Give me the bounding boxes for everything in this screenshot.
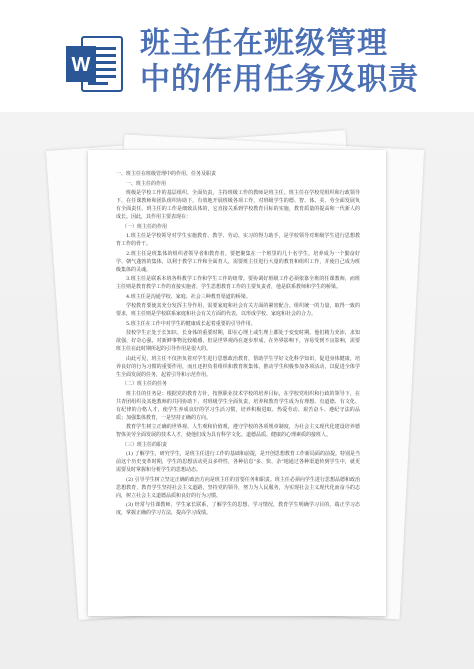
body-paragraph: 班级是学校工作的基层组织，全面负责，主持班级工作的教师是班主任。班主任在学校党组织和行政领导下，在任课教师和团队组织协助下，有效地开展班级各项工作，对班级学生的德、智、体、美、劳全面发展负有全面责任。班主任的工作是细致具体的，它直接关系到学校教育目标的实施，教育质量的提高和一代新人的成长。因此，其作用主要表现在：: [116, 190, 360, 220]
body-paragraph: 2.班主任是班集体的组织者领导者和教育者。要把聚集在一个班里的几十名学生，培养成为一个勤奋好学、朝气蓬勃的集体，以利于教学工作和全面育人，需要班主任进行大量的教育和组织工作，并使自己成为班级集体的灵魂。: [116, 250, 360, 273]
page-title: [140, 26, 470, 98]
body-paragraph: 由此可见，班主任不仅担负着对学生进行思想政治教育，帮助学生学好文化科学知识，促进身体健康，培养良好的行为习惯的重要作用，而且还担负着组织和教育班集体，推动学生积极参加各项活动，以促进全体学生全面发展的任务，起着引导和示范作用。: [116, 355, 360, 378]
body-paragraph: 4.班主任是沟通学校、家庭、社会三种教育渠道的桥梁。: [126, 293, 251, 300]
word-document-icon: [64, 33, 126, 95]
header: [0, 0, 474, 112]
body-paragraph: 学校教育要使其充分发挥主导作用，需要家庭和社会有关方面的紧密配合。组织统一的力量，取得一致的要求，班主任则是学校联系家庭和社会有关方面的代表，以形成学校、家庭和社会的合力。: [116, 303, 360, 317]
document-body: [116, 170, 360, 519]
body-paragraph: 5.班主任在工作中对学生的健康成长起着重要的引导作用。: [126, 320, 256, 327]
section-heading: （二）班主任的任务: [122, 381, 168, 387]
body-paragraph: 3.班主任是联系本班各科教学工作和学生工作的纽带。要协调好班级工作必须依靠全班的任课教师，而班主任则是教育教学工作的直接实施者，学生思想教育工作的主要负责者，他是联系教师和学生的桥梁。: [116, 276, 360, 290]
body-paragraph: 技校学生正处于长知识、长身体的重要时期，即在心理上或生理上都处于变变时期。他们精力充沛，求知欲强，好奇心强，对新鲜事物比较敏感，但是世界观尚在逐步形成，在外界影响下，容易受到不良影响，需要班主任在此时期所起的引导作用是很大的。: [116, 330, 360, 352]
body-paragraph: (3) 经常与任课教师、学生家长联系，了解学生的思想、学习情况，教育学生明确学习目的，端正学习态度，掌握正确的学习方法，提高学习成绩。: [116, 502, 360, 516]
body-paragraph: (2) 引导学生树立坚定正确的政治方向是班主任的首要任务和职责。班主任必须向学生进行思想品德和政治思想教育，教育学生坚持社会主义道路，坚持党的领导，努力为人民服务，为实现社会主义现代化而奋斗的志向，树立社会主义道德品质和良好的行为习惯。: [116, 476, 360, 499]
title-line-1: 班主任在班级管理: [140, 26, 388, 61]
section-heading: 一、班主任在班级管理中的作用、任务及职责: [116, 171, 217, 177]
body-paragraph: 班主任的任务是：根据党的教育方针，按照职业技术学校的培养目标，在学校党组织和行政的领导下，在共青团组织及其他教师的共同协助下，对班级学生全面负责，培养和教育学生成为有理想、有道德、有文化、有纪律的合格人才，使学生养成良好的学习生活习惯，培养积极进取、热爱劳动、艰苦奋斗、遵纪守法的品质；加强集体教育，一是坚持正确的方向。: [116, 390, 360, 421]
body-paragraph: 教育学生树立正确的世界观、人生观和价值观，遵守学校的各项规章制度，为社会主义现代化建设培养德智体美劳全面发展的技术人才，使他们成为具有科学文化、道德品质、健康的心理素质的接班人。: [116, 424, 360, 438]
section-heading: （一）班主任的作用: [122, 223, 168, 230]
section-heading: （三）班主任的职责: [122, 441, 168, 448]
body-paragraph: 一、班主任的作用: [126, 180, 167, 187]
body-paragraph: 1.班主任是学校领导对学生实施教育、教学、劳动、实习的得力助手，是学校领导对班级学生进行思想教育工作的骨干。: [116, 233, 360, 247]
word-icon-letter: W: [71, 54, 91, 76]
body-paragraph: (1) 了解学生，研究学生，是班主任进行工作的基础和前提，是开创思想教育工作新局面的前提。特别是当前这个历史变革时期，学生的思想活动更具多样性，各种信息"多、快、杂"地通过各种渠道传到学生中，就更需要及时掌握和分析学生的思想动态。: [116, 451, 360, 473]
title-line-2: 中的作用任务及职责: [140, 62, 419, 97]
